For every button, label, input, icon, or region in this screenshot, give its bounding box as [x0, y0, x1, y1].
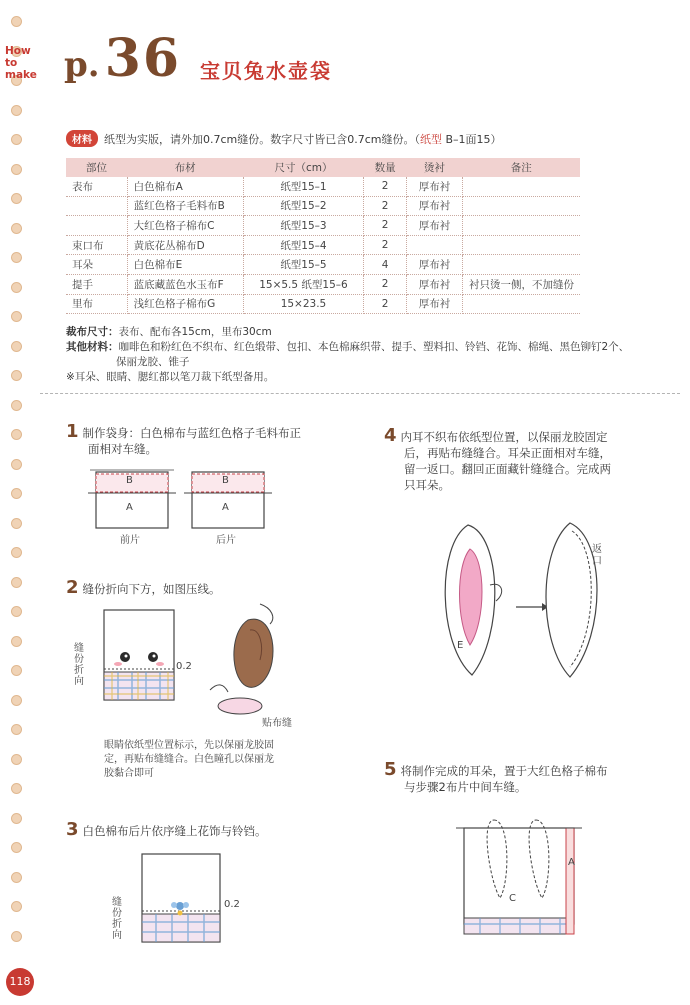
- table-cell: [463, 235, 581, 255]
- table-cell: [463, 255, 581, 275]
- table-cell: 纸型15–4: [243, 235, 364, 255]
- step-5-line2: 与步骤2布片中间车缝。: [404, 780, 527, 794]
- note-line: 定，再贴布缝缝合。白色瞳孔以保丽龙: [104, 754, 274, 765]
- step-1-number: 1: [66, 421, 79, 442]
- binding-dot: [11, 164, 22, 175]
- label-c: C: [509, 893, 516, 904]
- other-materials-line-2: 保丽龙胶、锥子: [116, 356, 190, 368]
- fold-char: 向: [74, 676, 84, 687]
- ear-finished-figure: [546, 523, 597, 677]
- table-cell: [463, 216, 581, 236]
- table-cell: 纸型15–3: [243, 216, 364, 236]
- table-cell: [463, 177, 581, 196]
- step-3-measure: 0.2: [224, 899, 240, 910]
- step-4-diagram: [420, 515, 620, 685]
- col-interfacing: 烫衬: [406, 158, 462, 177]
- binding-dot: [11, 813, 22, 824]
- table-row: [66, 177, 580, 196]
- section-divider: [40, 393, 680, 394]
- ear-piece-figure: [445, 525, 501, 675]
- table-cell: 衬只烫一侧，不加缝份: [463, 274, 581, 294]
- step-1-line2: 面相对车缝。: [88, 442, 157, 456]
- table-row: [66, 294, 580, 314]
- table-cell: 2: [364, 196, 407, 216]
- label-b-front: B: [126, 475, 133, 486]
- binding-dot: [11, 636, 22, 647]
- how-to-make-label: [5, 45, 45, 81]
- materials-intro: [66, 130, 502, 147]
- page-marker: [64, 28, 181, 89]
- label-a-back: A: [222, 502, 229, 513]
- table-cell: 纸型15–5: [243, 255, 364, 275]
- label-b-back: B: [222, 475, 229, 486]
- table-cell: 厚布衬: [406, 274, 462, 294]
- table-cell: 4: [364, 255, 407, 275]
- binding-dot: [11, 282, 22, 293]
- binding-dot: [11, 665, 22, 676]
- step-3-line1: 白色棉布后片依序缝上花饰与铃铛。: [82, 824, 267, 838]
- table-cell: 2: [364, 235, 407, 255]
- binding-dot: [11, 223, 22, 234]
- fold-char: 折: [74, 665, 84, 676]
- table-cell: 2: [364, 216, 407, 236]
- step-5-number: 5: [384, 759, 397, 780]
- cut-size-text: 表布、配布各15cm，里布30cm: [118, 326, 272, 338]
- step-3-text: [66, 819, 267, 840]
- step-2-number: 2: [66, 577, 79, 598]
- table-header-row: [66, 158, 580, 177]
- table-cell: [66, 216, 127, 236]
- howto-line: to: [5, 57, 18, 69]
- note-line: 眼睛依纸型位置标示，先以保丽龙胶固: [104, 740, 274, 751]
- table-row: [66, 235, 580, 255]
- page-number-badge: [6, 968, 34, 996]
- table-row: [66, 196, 580, 216]
- bag-front-figure: [104, 610, 174, 700]
- step-3-number: 3: [66, 819, 79, 840]
- binding-dot: [11, 695, 22, 706]
- fold-char: 份: [112, 908, 122, 919]
- step-4-number: 4: [384, 425, 397, 446]
- table-cell: 蓝红色格子毛料布B: [127, 196, 243, 216]
- binding-dot: [11, 606, 22, 617]
- table-cell: 里布: [66, 294, 127, 314]
- label-a-step5: A: [568, 857, 575, 868]
- label-e: E: [457, 640, 464, 651]
- opening-char: 返: [592, 544, 602, 555]
- table-cell: [406, 235, 462, 255]
- binding-dot: [11, 754, 22, 765]
- cut-size-line: [66, 325, 666, 340]
- table-cell: 厚布衬: [406, 196, 462, 216]
- binding-dot: [11, 547, 22, 558]
- fold-char: 份: [74, 654, 84, 665]
- step-5-line1: 将制作完成的耳朵，置于大红色格子棉布: [400, 764, 608, 778]
- table-cell: 耳朵: [66, 255, 127, 275]
- table-cell: [463, 196, 581, 216]
- table-cell: 纸型15–1: [243, 177, 364, 196]
- binding-dot: [11, 400, 22, 411]
- table-cell: 厚布衬: [406, 294, 462, 314]
- page-marker-label: p.: [64, 45, 100, 85]
- binding-dot: [11, 459, 22, 470]
- table-row: [66, 216, 580, 236]
- col-part: 部位: [66, 158, 127, 177]
- applique-figure: [210, 604, 273, 714]
- howto-line: make: [5, 69, 37, 81]
- step-2-line1: 缝份折向下方，如图压线。: [82, 582, 221, 596]
- fold-char: 向: [112, 930, 122, 941]
- binding-dot: [11, 134, 22, 145]
- pattern-label: 纸型: [420, 133, 443, 146]
- col-remark: 备注: [463, 158, 581, 177]
- materials-notes: [66, 325, 666, 385]
- step-4-line2: 后，再贴布缝缝合。耳朵正面相对车缝，: [404, 446, 611, 460]
- step-2-note: [104, 739, 314, 781]
- col-size: 尺寸（cm）: [243, 158, 364, 177]
- step-5-diagram: [450, 812, 590, 942]
- binding-spine: [0, 0, 40, 1005]
- binding-dot: [11, 783, 22, 794]
- pattern-code: B–1面15）: [445, 133, 502, 146]
- table-cell: 纸型15–2: [243, 196, 364, 216]
- other-materials-label: 其他材料：: [66, 341, 119, 353]
- table-cell: 2: [364, 294, 407, 314]
- binding-dot: [11, 931, 22, 942]
- label-a-front: A: [126, 502, 133, 513]
- table-cell: [66, 196, 127, 216]
- table-cell: 2: [364, 274, 407, 294]
- opening-label: [592, 544, 602, 568]
- step-4-line3: 留一返口。翻回正面藏针缝缝合。完成两: [404, 462, 611, 476]
- page-title: 宝贝兔水壶袋: [200, 59, 332, 83]
- step-4-text: [384, 425, 674, 493]
- howto-line: How: [5, 45, 31, 57]
- binding-dot: [11, 842, 22, 853]
- materials-intro-text: 纸型为实版，请外加0.7cm缝份。数字尺寸皆已含0.7cm缝份。（: [104, 133, 421, 146]
- binding-dot: [11, 577, 22, 588]
- binding-dot: [11, 105, 22, 116]
- table-cell: 浅红色格子棉布G: [127, 294, 243, 314]
- cut-size-label: 裁布尺寸：: [66, 326, 119, 338]
- binding-dot: [11, 252, 22, 263]
- arrow-icon: [516, 603, 548, 611]
- caption-front: 前片: [120, 535, 140, 546]
- materials-table: [66, 158, 580, 314]
- binding-dot: [11, 193, 22, 204]
- binding-dot: [11, 370, 22, 381]
- col-fabric: 布材: [127, 158, 243, 177]
- page-number: 118: [9, 975, 31, 988]
- other-materials-text: 咖啡色和粉红色不织布、红色缎带、包扣、本色棉麻织带、提手、塑料扣、铃铛、花饰、棉绳、黑色铆钉2个、: [118, 341, 630, 353]
- page-marker-number: 36: [104, 28, 182, 89]
- step-3-fold-label: [112, 897, 124, 941]
- step-2-fold-label: [74, 643, 86, 687]
- step-2-diagram: [90, 600, 300, 720]
- table-cell: 表布: [66, 177, 127, 196]
- binding-dot: [11, 518, 22, 529]
- table-cell: 白色棉布A: [127, 177, 243, 196]
- table-cell: 厚布衬: [406, 216, 462, 236]
- col-qty: 数量: [364, 158, 407, 177]
- remark-line: ※耳朵、眼睛、腮红都以笔刀裁下纸型备用。: [66, 371, 275, 383]
- other-materials-line: [66, 340, 666, 355]
- binding-dot: [11, 429, 22, 440]
- table-cell: 束口布: [66, 235, 127, 255]
- step-4-line4: 只耳朵。: [404, 478, 450, 492]
- opening-char: 口: [592, 556, 602, 567]
- table-cell: 厚布衬: [406, 177, 462, 196]
- step-5-text: [384, 759, 674, 795]
- table-cell: 2: [364, 177, 407, 196]
- step-2-text: [66, 577, 221, 598]
- table-cell: 大红色格子棉布C: [127, 216, 243, 236]
- fold-char: 折: [112, 919, 122, 930]
- step-4-line1: 内耳不织布依纸型位置，以保丽龙胶固定: [400, 430, 608, 444]
- table-cell: 15×5.5 纸型15–6: [243, 274, 364, 294]
- fold-char: 缝: [112, 897, 122, 908]
- table-cell: 提手: [66, 274, 127, 294]
- applique-label: 贴布缝: [262, 718, 292, 729]
- table-cell: [463, 294, 581, 314]
- binding-dot: [11, 311, 22, 322]
- table-row: [66, 255, 580, 275]
- binding-dot: [11, 488, 22, 499]
- binding-dot: [11, 872, 22, 883]
- step-2-measure: 0.2: [176, 661, 192, 672]
- table-cell: 15×23.5: [243, 294, 364, 314]
- table-cell: 黄底花丛棉布D: [127, 235, 243, 255]
- caption-back: 后片: [216, 535, 236, 546]
- step-1-text: [66, 421, 356, 457]
- note-line: 胶黏合即可: [104, 768, 154, 779]
- step-1-diagram: [84, 460, 284, 540]
- binding-dot: [11, 901, 22, 912]
- binding-dot: [11, 341, 22, 352]
- table-cell: 蓝底藏蓝色水玉布F: [127, 274, 243, 294]
- binding-dot: [11, 724, 22, 735]
- materials-badge: 材料: [66, 130, 98, 147]
- table-cell: 白色棉布E: [127, 255, 243, 275]
- table-row: [66, 274, 580, 294]
- fold-char: 缝: [74, 643, 84, 654]
- binding-dot: [11, 16, 22, 27]
- table-cell: 厚布衬: [406, 255, 462, 275]
- step-1-line1: 制作袋身：白色棉布与蓝红色格子毛料布正: [82, 426, 302, 440]
